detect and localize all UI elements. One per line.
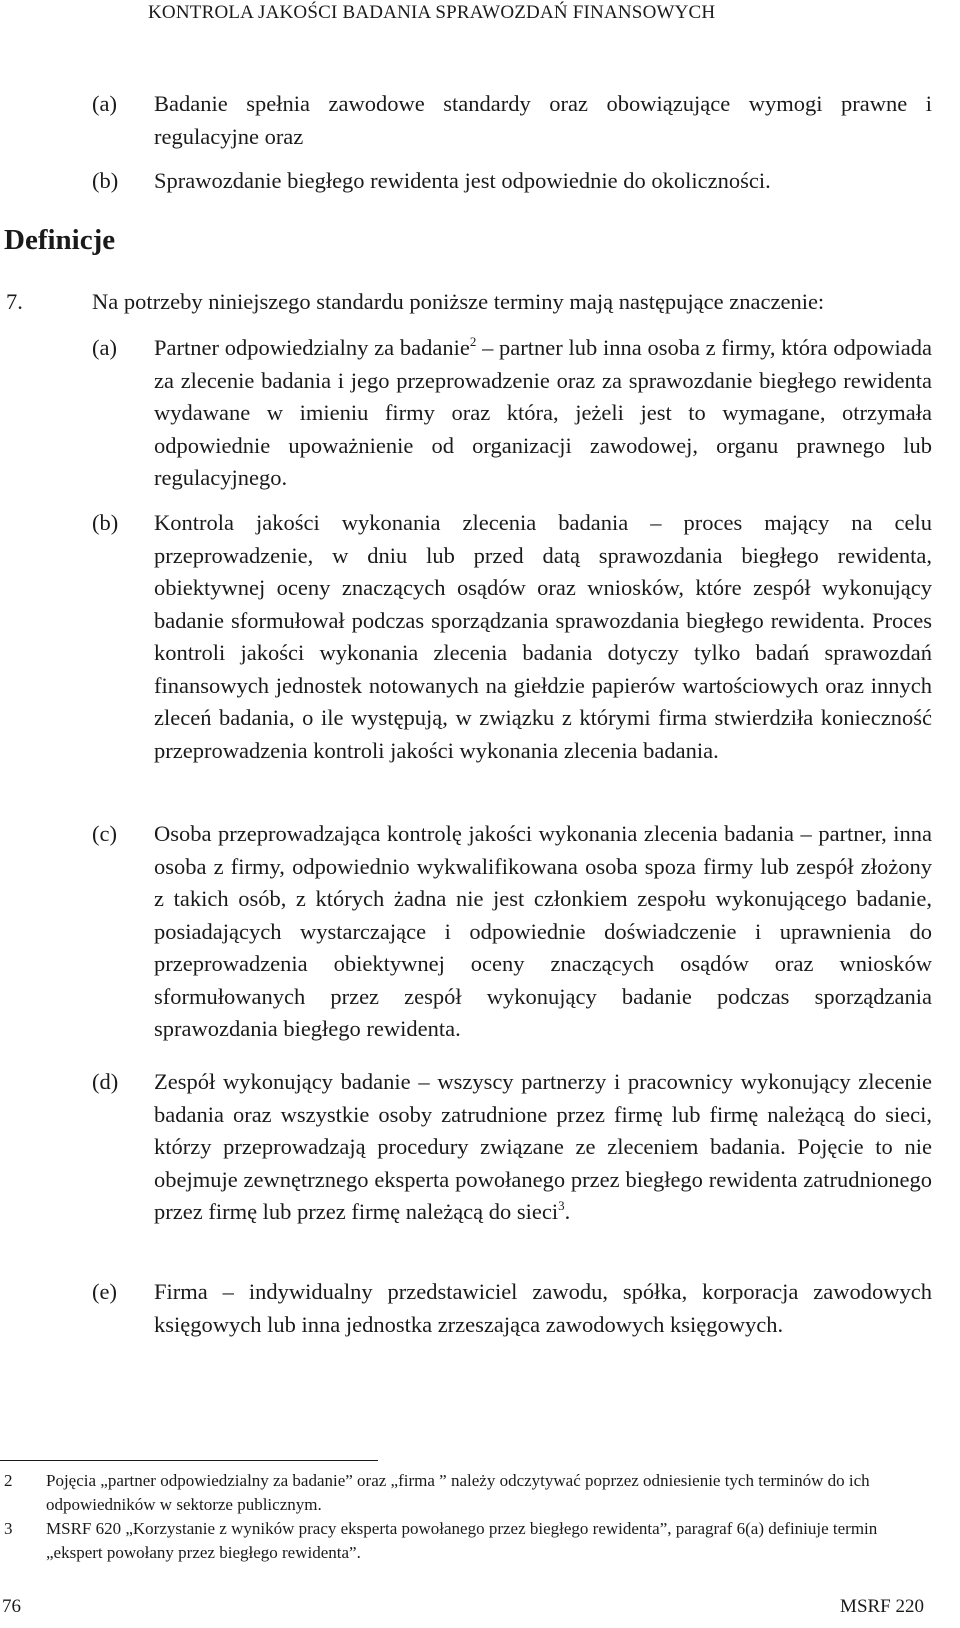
definition-text: Kontrola jakości wykonania zlecenia badania – proces mający na celu przeprowadzenie, w dniu lub przed datą sprawozdania biegłego rewidenta, obiektywnej oceny znaczących osądów oraz wniosków, które zespół wykonujący badanie sformułował podczas sporządzania sprawozdania biegłego rewidenta. Proces kontroli jakości wykonania zlecenia badania dotyczy tylko badań sprawozdań finansowych jednostek notowanych na giełdzie papierów wartościowych oraz innych zleceń badania, o ile występują, w związku z którymi firma stwierdziła konieczność przeprowadzenia kontroli jakości wykonania zlecenia badania. [154, 510, 932, 763]
paragraph-7 [6, 286, 936, 318]
definition-c [92, 818, 932, 1046]
paragraph-text: Na potrzeby niniejszego standardu poniższe terminy mają następujące znaczenie: [92, 289, 825, 314]
definition-text-after: . [564, 1199, 571, 1224]
footnote-2 [0, 1469, 930, 1517]
definition-d [92, 1066, 932, 1229]
definition-text: Osoba przeprowadzająca kontrolę jakości wykonania zlecenia badania – partner, inna osoba z firmy, odpowiednio wykwalifikowana osoba spoza firmy lub zespół złożony z takich osób, z których żadna nie jest członkiem zespołu wykonującego badanie, posiadających wystarczające i odpowiednie doświadczenie i uprawnienia do przeprowadzenia obiektywnej oceny znaczących osądów oraz wniosków sformułowanych przez zespół wykonujący badanie podczas sporządzania sprawozdania biegłego rewidenta. [154, 821, 932, 1041]
definition-text-after: – partner lub inna osoba z firmy, która odpowiada za zlecenie badania i jego przeprowadzenie oraz za sprawozdanie biegłego rewidenta wydawane w imieniu firmy oraz która, jeżeli jest to wymagane, otrzymała odpowiednie upoważnienie od organizacji zawodowej, organu prawnego lub regulacyjnego. [154, 335, 932, 490]
footnote-number: 3 [4, 1519, 13, 1538]
footnote-divider [0, 1460, 378, 1461]
definition-text [154, 332, 932, 495]
footnote-ref: 2 [469, 334, 477, 349]
definition-label: (a) [92, 335, 117, 360]
footnote-text: Pojęcia „partner odpowiedzialny za badanie” oraz „firma ” należy odczytywać poprzez odniesienie tych terminów do ich odpowiedników w sektorze publicznym. [46, 1471, 870, 1514]
intro-item-a [92, 88, 932, 153]
running-header: KONTROLA JAKOŚCI BADANIA SPRAWOZDAŃ FINANSOWYCH [148, 2, 716, 23]
footnote-text: MSRF 620 „Korzystanie z wyników pracy eksperta powołanego przez biegłego rewidenta”, paragraf 6(a) definiuje termin „ekspert powołany przez biegłego rewidenta”. [46, 1519, 878, 1562]
definition-label: (d) [92, 1069, 119, 1094]
definition-label: (c) [92, 821, 117, 846]
footnote-number: 2 [4, 1471, 13, 1490]
definition-b [92, 507, 932, 767]
intro-item-b [92, 165, 932, 198]
definition-e [92, 1276, 932, 1341]
page-number: 76 [2, 1596, 21, 1617]
definition-a [92, 332, 932, 495]
item-label: (a) [92, 91, 117, 116]
section-heading: Definicje [4, 224, 116, 256]
definition-text-before: Partner odpowiedzialny za badanie [154, 335, 470, 360]
definition-text [154, 1066, 932, 1229]
definition-text-before: Zespół wykonujący badanie – wszyscy partnerzy i pracownicy wykonujący zlecenie badania oraz wszystkie osoby zatrudnione przez firmę lub firmę należącą do sieci, którzy przeprowadzają procedury związane ze zleceniem badania. Pojęcie to nie obejmuje zewnętrznego eksperta powołanego przez biegłego rewidenta zatrudnionego przez firmę lub przez firmę należącą do sieci [154, 1069, 932, 1224]
paragraph-number: 7. [6, 289, 23, 314]
item-label: (b) [92, 168, 119, 193]
footnote-3 [0, 1517, 930, 1565]
definition-label: (e) [92, 1279, 117, 1304]
item-text: Badanie spełnia zawodowe standardy oraz obowiązujące wymogi prawne i regulacyjne oraz [154, 91, 932, 149]
definition-label: (b) [92, 510, 119, 535]
definition-text: Firma – indywidualny przedstawiciel zawodu, spółka, korporacja zawodowych księgowych lub inna jednostka zrzeszająca zawodowych księgowych. [154, 1279, 932, 1337]
standard-label: MSRF 220 [840, 1596, 924, 1617]
footnote-ref: 3 [558, 1198, 565, 1213]
item-text: Sprawozdanie biegłego rewidenta jest odpowiednie do okoliczności. [154, 168, 771, 193]
